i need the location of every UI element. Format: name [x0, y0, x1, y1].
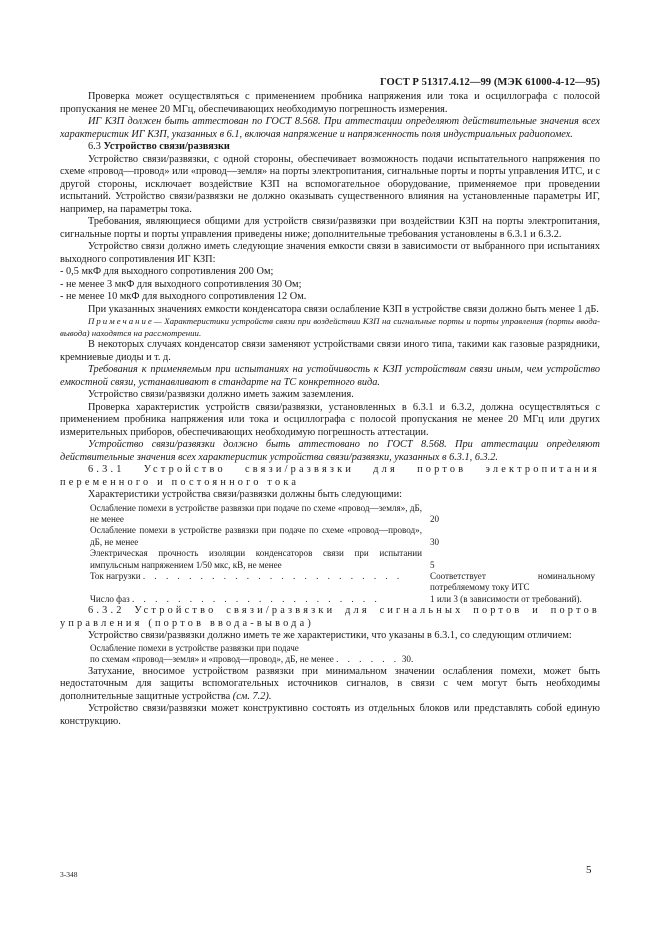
note [60, 316, 600, 339]
cross-reference: (см. 7.2). [232, 690, 272, 702]
note-label: Примечание [88, 316, 154, 326]
paragraph: Ослабление помехи в устройстве развязки при подаче [90, 642, 299, 653]
page-header: ГОСТ Р 51317.4.12—99 (МЭК 61000-4-12—95) [379, 77, 600, 88]
spec-label: Ток нагрузки [90, 570, 141, 581]
leader-dots: . . . . . . [336, 654, 400, 665]
paragraph: Требования к применяемым при испытаниях на устойчивость к КЗП устройствам связи иным, чем устройство емкостной связи, устанавливают в стандарте на ТС конкретного вида. [60, 364, 600, 388]
paragraph-with-value [90, 654, 600, 666]
spec-value: 20 [430, 513, 440, 524]
paragraph: В некоторых случаях конденсатор связи заменяют устройствами связи иного типа, такими как газовые разрядники, кремниевые диоды и т. д. [60, 339, 600, 363]
leader-dots: . . . . . . . . . . . . . . . . . . . . . . [131, 593, 381, 604]
page-number: 5 [586, 864, 592, 876]
section-heading-6-3 [60, 141, 600, 154]
spec-label-cell [90, 571, 422, 594]
table-row [90, 571, 595, 594]
spec-label-cell [90, 594, 422, 605]
leader-dots: . . . . . . . . . . . . . . . . . . . . . . . [142, 570, 403, 581]
spec-value: Соответствует номинальному потребляемому току ИТС [430, 570, 595, 593]
paragraph-text: Затухание, вносимое устройством развязки при минимальном значении ослабления помехи, может быть недостаточным для защиты вспомогательных источников сигналов, в связи с чем могут быть необходимы дополнительные защитные устройства [60, 665, 600, 702]
paragraph: Устройство связи/развязки, с одной стороны, обеспечивает возможность подачи испытательного напряжения по схеме «провод—провод» или «провод—земля» на порты электропитания, сигнальные порты и порты управления ИТС, и с другой стороны, исключает воздействие КЗП на вспомогательное оборудование, применяемое при проведении испытаний. Устройство связи/развязки не должно оказывать существенного влияния на установленные параметры ИГ, например, на параметры тока. [60, 153, 600, 215]
table-row [90, 548, 595, 571]
section-title: Устройство связи/развязки для портов электропитания переменного и постоянного тока [60, 464, 600, 488]
list-item: - не менее 10 мкФ для выходного сопротивления 12 Ом. [60, 291, 307, 302]
spec-value: 5 [430, 559, 435, 570]
paragraph [60, 666, 600, 704]
list-item: - не менее 3 мкФ для выходного сопротивления 30 Ом; [60, 278, 302, 290]
spec-value: 1 или 3 (в зависимости от требований). [430, 593, 582, 604]
table-row [90, 525, 595, 548]
paragraph: Устройство связи/развязки может конструктивно состоять из отдельных блоков или представлять собой единую конструкцию. [60, 703, 600, 727]
paragraph: Устройство связи/развязки должно быть аттестовано по ГОСТ 8.568. При аттестации определяют действительные значения всех характеристик устройства связи/развязки, указанных в 6.3.1, 6.3.2. [60, 439, 600, 463]
section-title: Устройство связи/развязки [103, 141, 230, 152]
section-number: 6.3.1 [88, 464, 125, 475]
section-number: 6.3 [88, 141, 101, 152]
spec-label: по схемам «провод—земля» и «провод—провод», дБ, не менее [90, 654, 334, 665]
section-number: 6.3.2 [88, 605, 125, 617]
paragraph: Проверка характеристик устройств связи/развязки, установленных в 6.3.1 и 6.3.2, должна осуществляться с применением пробника напряжения или тока и осциллографа с полосой пропускания не менее 20 МГц или других измерительных приборов, обеспечивающих необходимую погрешность аттестации. [60, 401, 600, 438]
paragraph: Устройство связи/развязки должно иметь те же характеристики, что указаны в 6.3.1, со следующим отличием: [88, 630, 572, 642]
note-text: — Характеристики устройств связи при воздействии КЗП на сигнальные порты и порты управления (порты ввода-вывода) находятся на рассмотрении. [60, 316, 600, 338]
paragraph: Требования, являющиеся общими для устройств связи/развязки при воздействии КЗП на порты электропитания, сигнальные порты и порты управления приведены ниже; дополнительные требования установлены в 6.3.1 и 6.3.2. [60, 216, 600, 240]
table-row [90, 594, 595, 605]
paragraph: Устройство связи должно иметь следующие значения емкости связи в зависимости от выбранного при испытаниях выходного сопротивления ИГ КЗП: [60, 241, 600, 265]
spec-label: Ослабление помехи в устройстве развязки при подаче по схеме «провод—провод», дБ, не менее [90, 525, 422, 547]
document-body [60, 91, 600, 728]
list-item: - 0,5 мкФ для выходного сопротивления 200 Ом; [60, 266, 274, 277]
specs-table [90, 503, 595, 606]
paragraph: Проверка может осуществляться с применением пробника напряжения или тока и осциллографа с полосой пропускания не менее 20 МГц, обеспечивающих необходимую погрешность измерения. [60, 91, 600, 115]
spec-label: Электрическая прочность изоляции конденсаторов связи при испытании импульсным напряжением 1/50 мкс, кВ, не менее [90, 548, 422, 570]
section-heading-6-3-1 [60, 464, 600, 489]
spec-value: 30. [401, 654, 414, 665]
paragraph: Характеристики устройства связи/развязки должны быть следующими: [88, 489, 402, 500]
spec-value: 30 [430, 536, 440, 547]
paragraph: Устройство связи/развязки должно иметь зажим заземления. [88, 389, 354, 400]
table-row [90, 503, 595, 526]
paragraph: При указанных значениях емкости конденсатора связи ослабление КЗП в устройстве связи должно быть менее 1 дБ. [88, 303, 599, 315]
section-heading-6-3-2 [60, 605, 600, 630]
print-code: 3-348 [60, 870, 78, 879]
section-title: Устройство связи/развязки для сигнальных портов и портов управления (портов ввода-вывода) [60, 605, 600, 629]
paragraph: ИГ КЗП должен быть аттестован по ГОСТ 8.568. При аттестации определяют действительные значения всех характеристик ИГ КЗП, указанных в 6.1, включая напряжение и напряженность поля индустриальных радиопомех. [60, 116, 600, 140]
spec-label: Число фаз [90, 593, 130, 604]
capacitance-list [60, 266, 600, 304]
spec-label: Ослабление помехи в устройстве развязки при подаче по схеме «провод—земля», дБ, не менее [90, 502, 422, 524]
